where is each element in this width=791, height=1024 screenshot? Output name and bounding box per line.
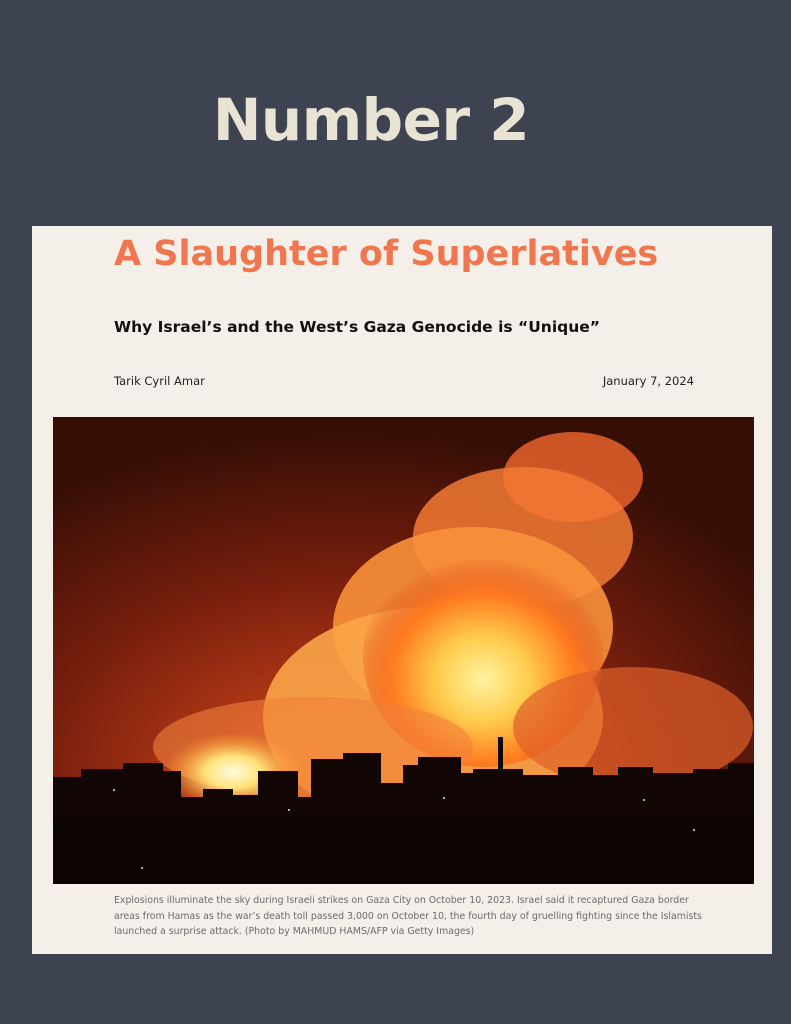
article-subtitle: Why Israel’s and the West’s Gaza Genocide is “Unique” [114,318,600,336]
photo-caption: Explosions illuminate the sky during Israeli strikes on Gaza City on October 10, 2023. Israel said it recaptured Gaza border areas from Hamas as the war’s death toll passed 3,000 on October 10, the fourth day of gruelling fighting since the Islamists launched a surprise attack. (Photo by MAHMUD HAMS/AFP via Getty Images) [114,895,702,937]
article-date: January 7, 2024 [602,374,694,388]
article-title: A Slaughter of Superlatives [114,234,659,274]
article-author: Tarik Cyril Amar [114,374,205,388]
explosion-photo [53,417,754,884]
article-card [32,226,772,954]
slide-heading: Number 2 [212,86,530,154]
